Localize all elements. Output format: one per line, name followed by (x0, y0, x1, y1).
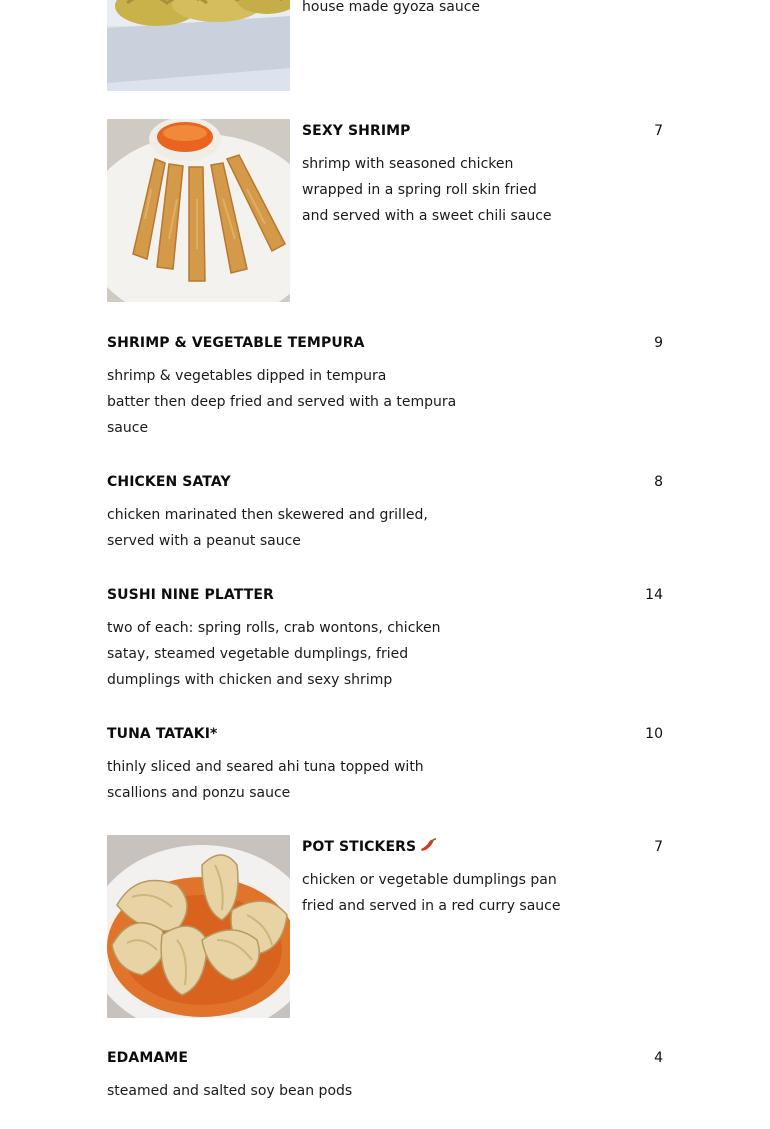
menu-item-tempura (107, 333, 663, 443)
description-line: shrimp & vegetables dipped in tempura (107, 368, 387, 384)
chili-pepper-icon (420, 838, 437, 858)
menu-item-chicken-satay (107, 472, 663, 556)
pot-stickers-photo (107, 835, 290, 1018)
tempura-name: SHRIMP & VEGETABLE TEMPURA (107, 335, 365, 351)
description-line: and served with a sweet chili sauce (302, 208, 552, 224)
description-line: steamed and salted soy bean pods (107, 1083, 353, 1099)
pot-stickers-name-text: POT STICKERS (302, 839, 417, 855)
description-line: two of each: spring rolls, crab wontons, chicken (107, 620, 441, 636)
description-line: served with a peanut sauce (107, 533, 301, 549)
menu-item-sexy-shrimp (107, 119, 663, 303)
edamame-name: EDAMAME (107, 1050, 188, 1066)
menu-item-tuna-tataki (107, 724, 663, 808)
tuna-tataki-description (107, 754, 424, 806)
menu-item-edamame (107, 1048, 663, 1108)
description-line: batter then deep fried and served with a tempura (107, 394, 457, 410)
description-line: dumplings with chicken and sexy shrimp (107, 672, 393, 688)
sexy-shrimp-description (302, 151, 552, 229)
pot-stickers-description (302, 867, 560, 919)
chicken-satay-description (107, 502, 428, 554)
pot-stickers-price: 7 (654, 839, 663, 855)
menu-item-gyoza (107, 0, 663, 92)
gyoza-photo (107, 0, 290, 91)
edamame-price: 4 (654, 1050, 663, 1066)
menu-item-pot-stickers (107, 835, 663, 1019)
sexy-shrimp-name: SEXY SHRIMP (302, 123, 411, 139)
description-line: thinly sliced and seared ahi tuna topped with (107, 759, 424, 775)
description-line: shrimp with seasoned chicken (302, 156, 514, 172)
gyoza-description: house made gyoza sauce (302, 0, 481, 15)
description-line: wrapped in a spring roll skin fried (302, 182, 537, 198)
tuna-tataki-name: TUNA TATAKI* (107, 726, 218, 742)
chicken-satay-price: 8 (654, 474, 663, 490)
description-line: satay, steamed vegetable dumplings, fried (107, 646, 409, 662)
tempura-price: 9 (654, 335, 663, 351)
tempura-description (107, 363, 456, 441)
sushi-nine-platter-price: 14 (645, 587, 663, 603)
description-line: sauce (107, 420, 149, 436)
chicken-satay-name: CHICKEN SATAY (107, 474, 231, 490)
sushi-nine-platter-description (107, 615, 440, 693)
description-line: scallions and ponzu sauce (107, 785, 291, 801)
menu-item-sushi-nine-platter (107, 585, 663, 695)
tuna-tataki-price: 10 (645, 726, 663, 742)
spring-roll-shrimp-photo (107, 119, 290, 302)
sushi-nine-platter-name: SUSHI NINE PLATTER (107, 587, 274, 603)
edamame-description (107, 1078, 352, 1104)
pot-stickers-name (302, 837, 437, 858)
description-line: chicken or vegetable dumplings pan (302, 872, 557, 888)
description-line: fried and served in a red curry sauce (302, 898, 561, 914)
description-line: chicken marinated then skewered and grilled, (107, 507, 428, 523)
sexy-shrimp-price: 7 (654, 123, 663, 139)
